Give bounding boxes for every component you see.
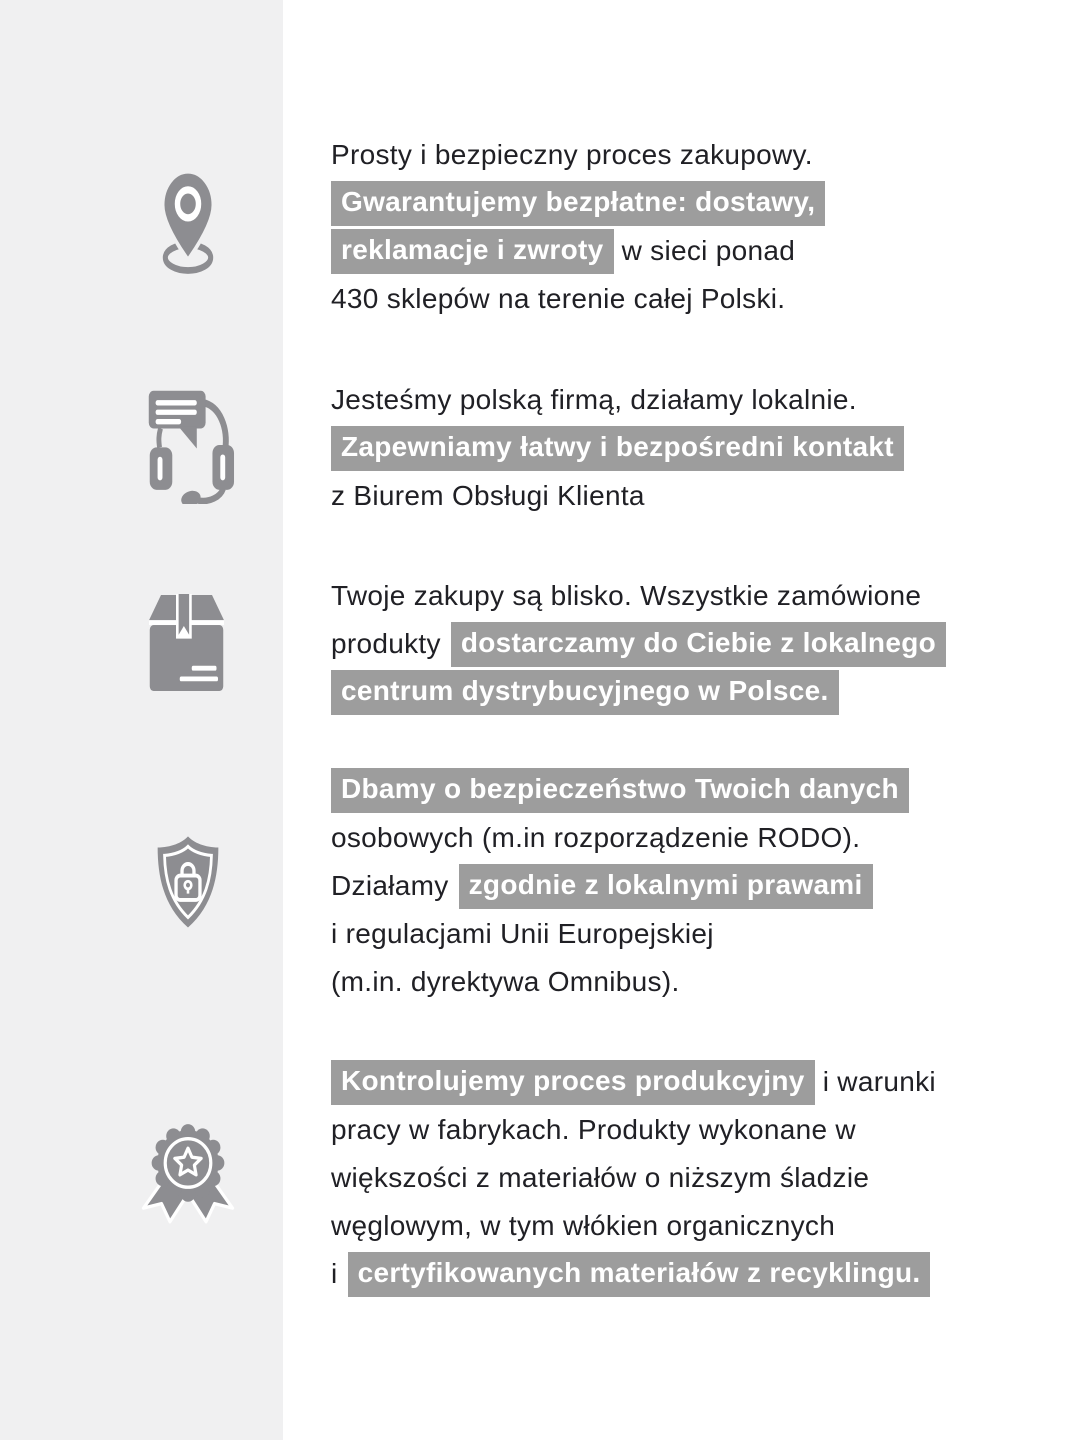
text-line (331, 620, 946, 668)
plain-text: Działamy (331, 870, 457, 901)
highlighted-text: centrum dystrybucyjnego w Polsce. (331, 670, 839, 715)
highlighted-text: Dbamy o bezpieczeństwo Twoich danych (331, 768, 909, 813)
plain-text: 430 sklepów na terenie całej Polski. (331, 283, 786, 314)
text-line (331, 1250, 938, 1298)
plain-text: osobowych (m.in rozporządzenie RODO). (331, 822, 861, 853)
text-line (331, 572, 946, 620)
package-box-icon (149, 594, 224, 691)
text-line (331, 1058, 938, 1106)
highlighted-text: dostarczamy do Ciebie z lokalnego (451, 622, 946, 667)
plain-text: Jesteśmy polską firmą, działamy lokalnie. (331, 384, 857, 415)
text-line (331, 862, 909, 910)
text-line (331, 376, 904, 424)
text-line (331, 1154, 938, 1202)
highlighted-text: Zapewniamy łatwy i bezpośredni kontakt (331, 426, 904, 471)
info-section-production-quality (331, 1058, 938, 1298)
security-shield-lock-icon (142, 830, 234, 936)
plain-text: i (331, 1258, 346, 1289)
text-line (331, 275, 825, 323)
text-line (331, 668, 946, 716)
text-line (331, 179, 825, 227)
plain-text: Prosty i bezpieczny proces zakupowy. (331, 139, 813, 170)
plain-text: w sieci ponad (613, 235, 796, 266)
plain-text: z Biurem Obsługi Klienta (331, 480, 645, 511)
info-section-local-delivery (331, 572, 946, 716)
info-section-local-company (331, 376, 904, 520)
text-line (331, 227, 825, 275)
plain-text: i regulacjami Unii Europejskiej (331, 918, 714, 949)
highlighted-text: Kontrolujemy proces produkcyjny (331, 1060, 815, 1105)
text-line (331, 472, 904, 520)
highlighted-text: Gwarantujemy bezpłatne: dostawy, (331, 181, 825, 226)
text-line (331, 814, 909, 862)
quality-award-badge-icon (135, 1120, 241, 1233)
text-line (331, 910, 909, 958)
plain-text: Twoje zakupy są blisko. Wszystkie zamówione (331, 580, 922, 611)
info-section-data-security (331, 766, 909, 1006)
plain-text: większości z materiałów o niższym śladzie (331, 1162, 870, 1193)
text-line (331, 424, 904, 472)
plain-text: węglowym, w tym włókien organicznych (331, 1210, 836, 1241)
text-line (331, 131, 825, 179)
text-line (331, 766, 909, 814)
text-line (331, 1202, 938, 1250)
plain-text: (m.in. dyrektywa Omnibus). (331, 966, 680, 997)
location-pin-icon (146, 168, 230, 280)
text-line (331, 958, 909, 1006)
highlighted-text: certyfikowanych materiałów z recyklingu. (348, 1252, 931, 1297)
customer-service-headset-icon (137, 386, 235, 504)
plain-text: pracy w fabrykach. Produkty wykonane w (331, 1114, 856, 1145)
text-line (331, 1106, 938, 1154)
plain-text: i warunki (814, 1066, 936, 1097)
highlighted-text: reklamacje i zwroty (331, 229, 614, 274)
plain-text: produkty (331, 628, 449, 659)
highlighted-text: zgodnie z lokalnymi prawami (459, 864, 873, 909)
info-section-shopping-process (331, 131, 825, 323)
